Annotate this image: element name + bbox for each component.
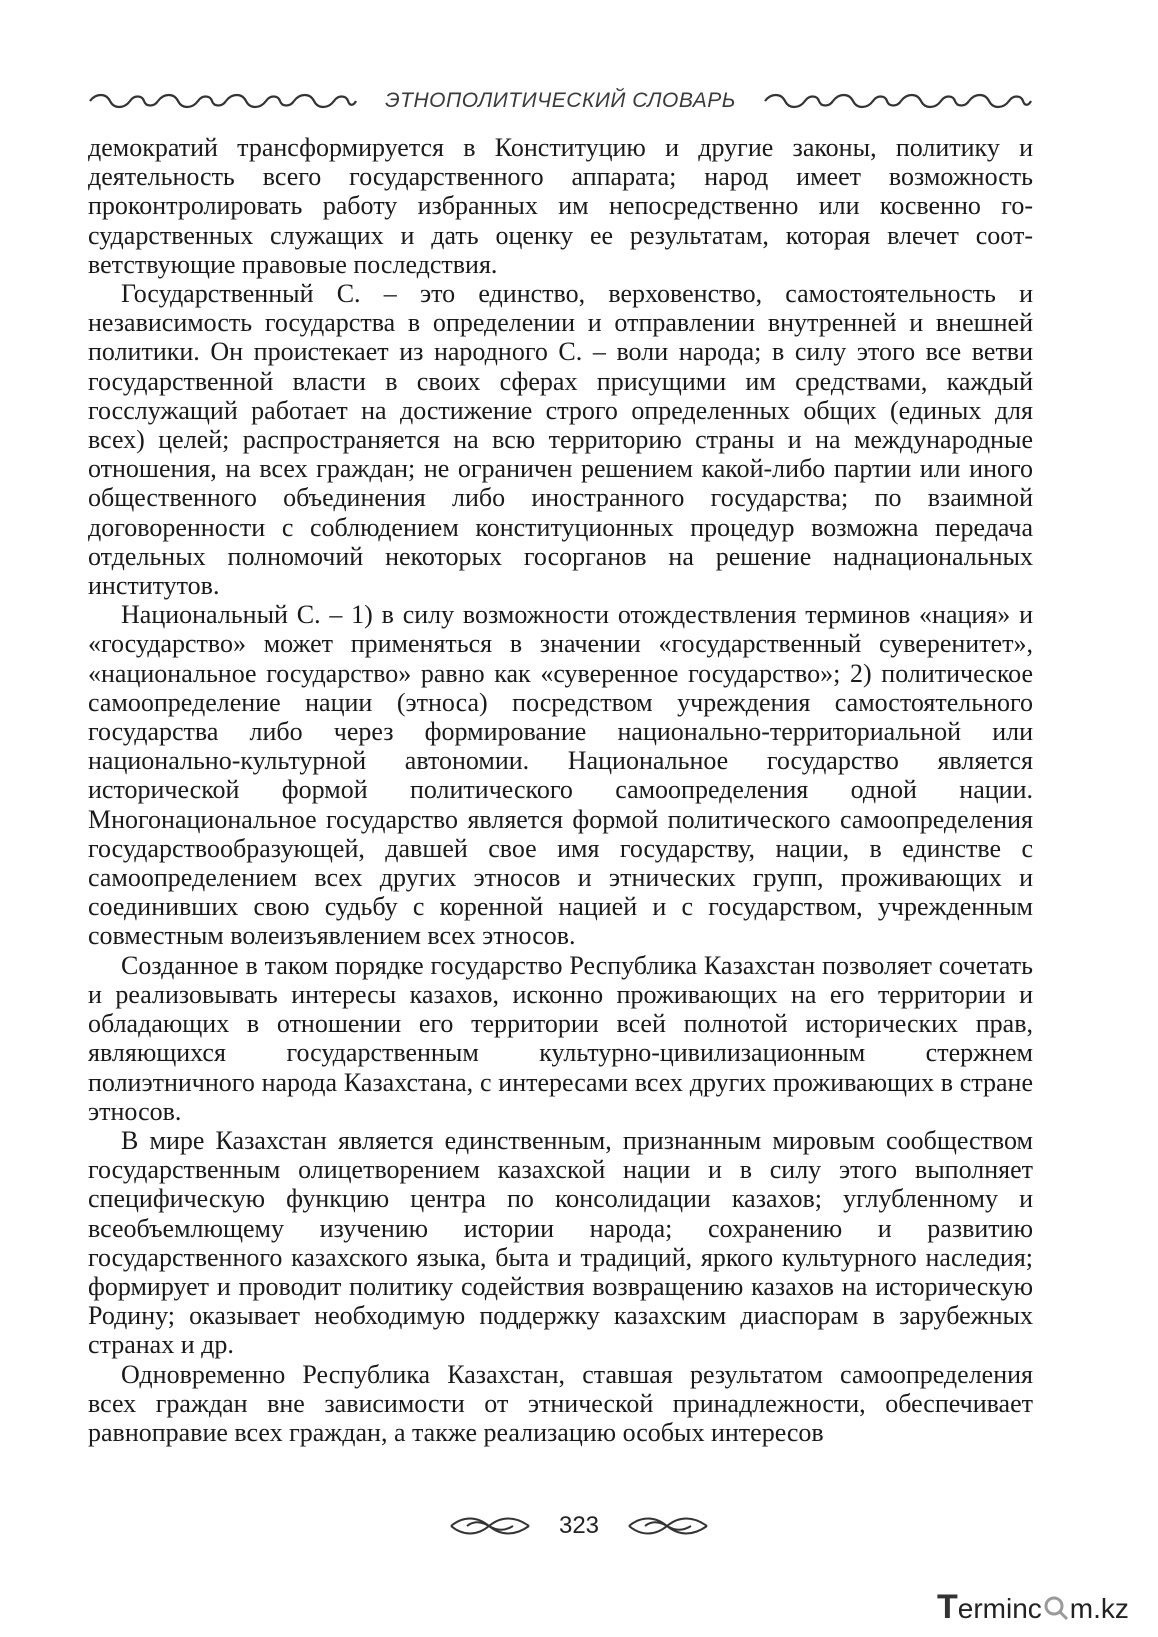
body-paragraph: Государственный С. – это единство, верховенство, самостоятельность и независимость государства в определении и отправлении внутренней и внешней политики. Он проистекает из народного С. – воли народа; в силу этого все ветви государственной власти в своих сферах присущими им средствами, каждый госслужащий работает на достижение строго определенных общих (единых для всех) целей; распространяется на всю территорию страны и на международные отношения, на всех граждан; не ограничен решением какой-либо партии или иного общественного объединения либо иностранного государства; по взаимной договоренности с соблюдением конституционных процедур возможна передача отдельных полномочий некоторых госорганов на решение наднациональных институтов. — [88, 279, 1033, 601]
page-number: 323 — [558, 1512, 600, 1539]
ornament-band-icon — [88, 90, 358, 112]
swirl-ornament-icon — [627, 1514, 709, 1538]
page-body — [88, 133, 1033, 1447]
running-header-title: ЭТНОПОЛИТИЧЕСКИЙ СЛОВАРЬ — [385, 89, 736, 112]
page-footer — [0, 1508, 1158, 1544]
watermark-initial: T — [937, 1588, 958, 1626]
body-paragraph: Созданное в таком порядке государство Республика Казахстан позволяет сочетать и реализовывать интересы казахов, исконно проживающих на его территории и обладающих в отношении его территории всей полнотой исторических прав, являющихся государственным культурно-цивилизационным стержнем полиэтничного народа Казахстана, с интересами всех других проживающих в стране этносов. — [88, 950, 1033, 1126]
site-watermark — [937, 1588, 1129, 1628]
swirl-ornament-icon — [449, 1514, 531, 1538]
running-header — [88, 86, 1033, 116]
search-magnifier-icon — [1043, 1595, 1069, 1621]
watermark-text-start: erminc — [957, 1593, 1042, 1624]
body-paragraph: демократий трансформируется в Конституцию и другие законы, политику и деятельность всего государственного аппарата; народ имеет возможность проконтролировать работу избранных им непосредственно или косвенно государственных служащих и дать оценку ее результатам, которая влечет соответствующие правовые последствия. — [88, 133, 1033, 279]
ornament-band-icon — [763, 90, 1033, 112]
watermark-text-end: m.kz — [1069, 1593, 1129, 1624]
body-paragraph: Одновременно Республика Казахстан, ставшая результатом самоопределения всех граждан вне зависимости от этнической принадлежности, обеспечивает равноправие всех граждан, а также реализацию особых интересов — [88, 1359, 1033, 1447]
body-paragraph: В мире Казахстан является единственным, признанным мировым сообществом государственным олицетворением казахской нации и в силу этого выполняет специфическую функцию центра по консолидации казахов; углубленному и всеобъемлющему изучению истории народа; сохранению и развитию государственного казахского языка, быта и традиций, яркого культурного наследия; формирует и проводит политику содействия возвращению казахов на историческую Родину; оказывает необходимую поддержку казахским диаспорам в зарубежных странах и др. — [88, 1125, 1033, 1360]
body-paragraph: Национальный С. – 1) в силу возможности отождествления терминов «нация» и «государство» может применяться в значении «государственный суверенитет», «национальное государство» равно как «суверенное государство»; 2) политическое самоопределение нации (этноса) посредством учреждения самостоятельного государства либо через формирование национально-территориальной или национально-культурной автономии. Национальное государство является исторической формой политического самоопределения одной нации. Многонациональное государство является формой политического самоопределения государствообразующей, давшей свое имя государству, нации, в единстве с самоопределением всех других этносов и этнических групп, проживающих и соединивших свою судьбу с коренной нацией и с государством, учрежденным совместным волеизъявлением всех этносов. — [88, 600, 1033, 951]
